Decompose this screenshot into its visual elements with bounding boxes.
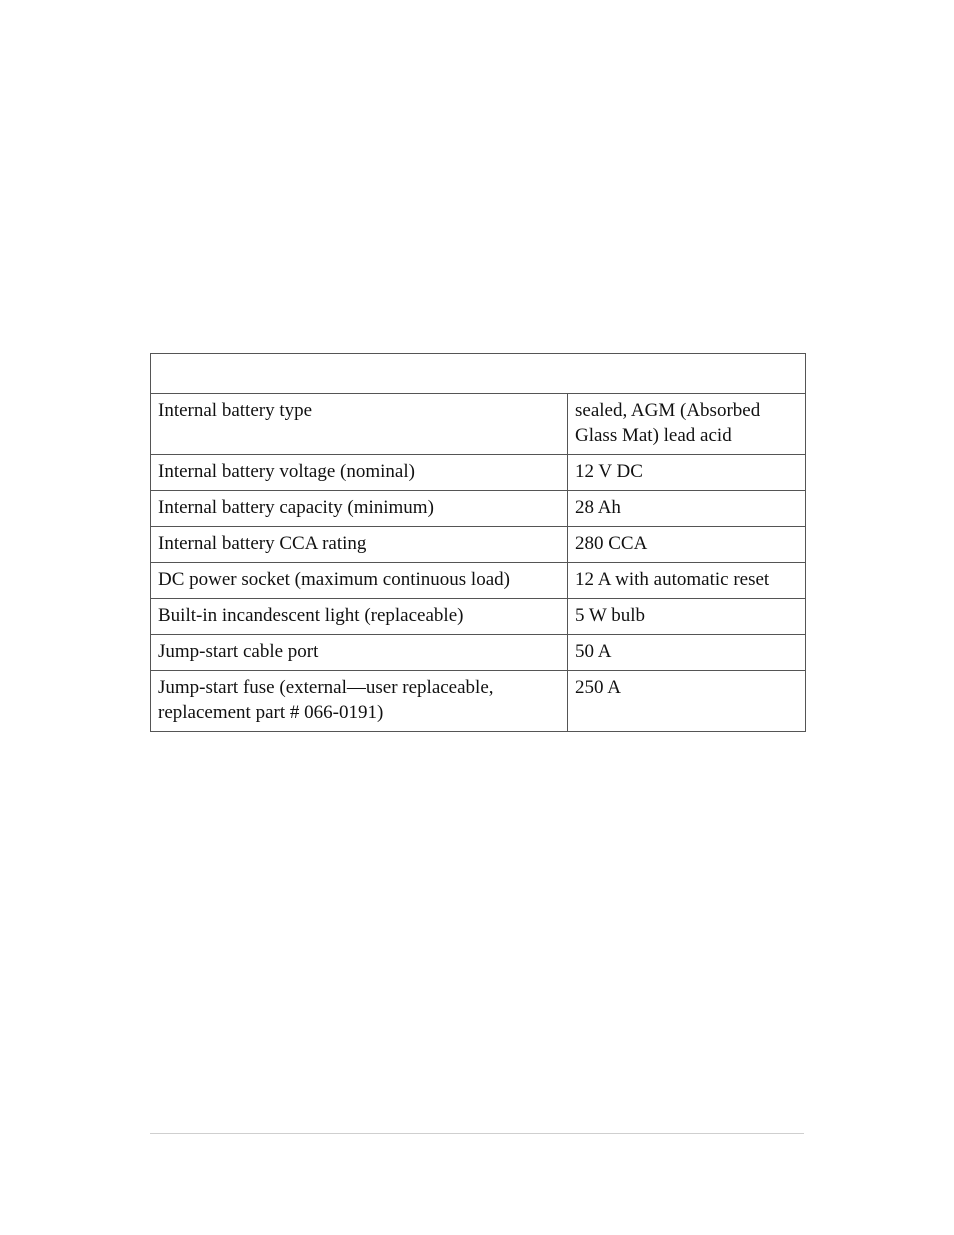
spec-value: 28 Ah: [568, 491, 806, 527]
spec-value: 280 CCA: [568, 527, 806, 563]
spec-label: Internal battery CCA rating: [151, 527, 568, 563]
table-row: [151, 599, 806, 635]
table-header-cell: [151, 354, 806, 394]
specifications-table: [150, 353, 806, 732]
table-row: [151, 491, 806, 527]
spec-value: 250 A: [568, 671, 806, 732]
spec-label: Internal battery type: [151, 394, 568, 455]
spec-value: 12 A with automatic reset: [568, 563, 806, 599]
table-row: [151, 671, 806, 732]
spec-label: DC power socket (maximum continuous load): [151, 563, 568, 599]
spec-label: Internal battery capacity (minimum): [151, 491, 568, 527]
table-row: [151, 527, 806, 563]
spec-label: Internal battery voltage (nominal): [151, 455, 568, 491]
table-row: [151, 455, 806, 491]
spec-value: 50 A: [568, 635, 806, 671]
table-row: [151, 635, 806, 671]
table-header-row: [151, 354, 806, 394]
spec-value: 12 V DC: [568, 455, 806, 491]
spec-value: sealed, AGM (Absorbed Glass Mat) lead acid: [568, 394, 806, 455]
spec-label: Jump-start fuse (external—user replaceable, replacement part # 066-0191): [151, 671, 568, 732]
footer-divider: [150, 1133, 804, 1134]
spec-label: Jump-start cable port: [151, 635, 568, 671]
spec-value: 5 W bulb: [568, 599, 806, 635]
table-row: [151, 394, 806, 455]
spec-label: Built-in incandescent light (replaceable): [151, 599, 568, 635]
table-row: [151, 563, 806, 599]
